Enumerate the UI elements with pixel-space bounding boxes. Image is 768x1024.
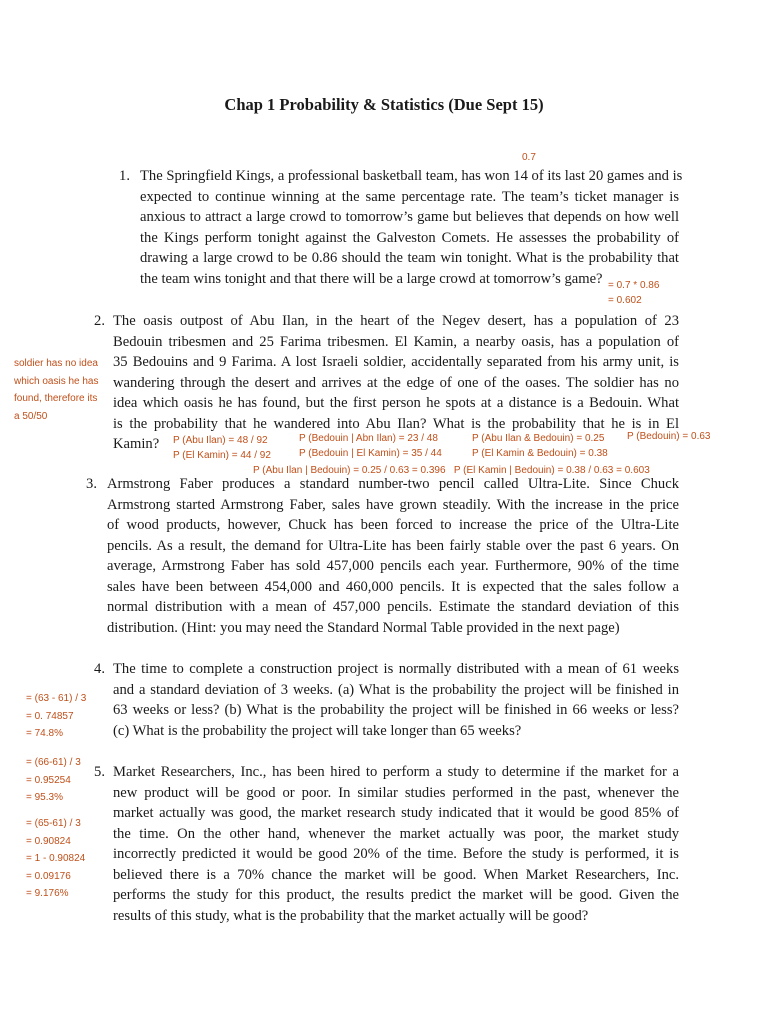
question-line: sales have been between 454,000 and 460,000 pencils. It is expected that the sales follow a — [107, 578, 679, 595]
annotation-q4b — [26, 754, 81, 807]
question-line: and a standard deviation of 3 weeks. (a) What is the probability the project will be finished in — [113, 681, 679, 698]
annotation-line: = 0.95254 — [26, 774, 71, 786]
annotation-q1-calc — [608, 278, 659, 308]
question-4-text — [113, 659, 679, 741]
annotation-line: = 0.7 * 0.86 — [608, 280, 660, 291]
annotation-p-bedouin: P (Bedouin) = 0.63 — [627, 431, 711, 442]
annotation-p-bedouin-given-el-kamin: P (Bedouin | El Kamin) = 35 / 44 — [299, 448, 442, 459]
question-line: drawing a large crowd to be 0.86 should the team win tonight. What is the probability that — [140, 250, 679, 266]
annotation-p-el-kamin: P (El Kamin) = 44 / 92 — [173, 450, 271, 461]
annotation-p-bedouin-given-abu-ilan: P (Bedouin | Abn Ilan) = 23 / 48 — [299, 433, 438, 444]
question-line: wandering through the desert and arrives at the edge of one of the oases. The soldier has no — [113, 374, 679, 391]
annotation-line: = (66-61) / 3 — [26, 757, 81, 768]
annotation-q4a — [26, 690, 86, 743]
question-line: the time. On the other hand, whenever the market actually was poor, the market study — [113, 825, 679, 842]
question-number: 5. — [94, 764, 105, 780]
question-number: 2. — [94, 313, 105, 329]
question-line: performs the study for this product, the results predict the market will be good. Given the — [113, 887, 679, 903]
annotation-line: soldier has no idea — [14, 358, 98, 369]
annotation-p-abu-ilan: P (Abu Ilan) = 48 / 92 — [173, 435, 268, 446]
annotation-line: = 0.09176 — [26, 870, 71, 882]
question-line: average, Armstrong Faber has sold 457,000 pencils each year. Furthermore, 90% of the time — [107, 558, 679, 574]
question-line: of wood products, however, Chuck has been forced to increase the price of the Ultra-Lite — [107, 517, 679, 533]
question-3-text — [107, 474, 679, 638]
question-1-text — [140, 166, 683, 289]
annotation-line: = 0.602 — [608, 295, 642, 306]
question-line: new product will be good or poor. In similar studies performed in the past, whenever the — [113, 784, 679, 801]
question-number: 1. — [119, 168, 130, 184]
annotation-line: = 9.176% — [26, 888, 69, 899]
question-number: 3. — [86, 476, 97, 492]
question-line: idea which oasis he has found, but the first person he spots at a distance is a Bedouin. What — [113, 395, 679, 411]
question-line: pencils. As a result, the demand for Ultra-Lite has been fairly stable over the past 6 years. On — [107, 537, 679, 554]
question-line: anxious to attract a large crowd to tomorrow’s game but believes that depends on how well — [140, 209, 679, 225]
annotation-line: = 1 - 0.90824 — [26, 853, 86, 864]
annotation-line: = (63 - 61) / 3 — [26, 693, 87, 704]
annotation-line: a 50/50 — [14, 410, 48, 422]
question-line: believed there is a 70% chance the market will be good. When Market Researchers, Inc. — [113, 866, 679, 883]
question-number: 4. — [94, 661, 105, 677]
question-line: Bedouin tribesmen and 25 Farima tribesmen. El Kamin, a nearby oasis, has a population of — [113, 333, 679, 350]
question-line: The oasis outpost of Abu Ilan, in the heart of the Negev desert, has a population of 23 — [113, 313, 679, 329]
question-line: 63 weeks or less? (b) What is the probability the project will be finished in 66 weeks or less? — [113, 702, 679, 718]
annotation-p-el-kamin-and-bedouin: P (El Kamin & Bedouin) = 0.38 — [472, 448, 608, 459]
annotation-q4c — [26, 815, 85, 903]
question-line: The time to complete a construction project is normally distributed with a mean of 61 weeks — [113, 661, 679, 677]
annotation-q2-margin — [14, 355, 99, 425]
question-line: Kamin? — [113, 436, 160, 452]
question-line: (c) What is the probability the project will take longer than 65 weeks? — [113, 722, 522, 739]
annotation-line: = 0. 74857 — [26, 710, 74, 722]
question-line: results of this study, what is the probability that the market actually will be good? — [113, 907, 589, 924]
question-line: The Springfield Kings, a professional basketball team, has won 14 of its last 20 games and is — [140, 168, 683, 184]
annotation-line: = 95.3% — [26, 792, 63, 803]
annotation-p-abu-ilan-and-bedouin: P (Abu Ilan & Bedouin) = 0.25 — [472, 433, 605, 444]
annotation-line: = (65-61) / 3 — [26, 818, 81, 829]
question-line: the team wins tonight and that there will be a large crowd at tomorrow’s game? — [140, 270, 603, 287]
question-5-text — [113, 762, 679, 926]
page-title: Chap 1 Probability & Statistics (Due Sept 15) — [224, 95, 544, 114]
question-line: is the probability that he wandered into Abu Ilan? What is the probability that he is in El — [113, 415, 679, 432]
question-line: 35 Bedouins and 9 Farima. A lost Israeli soldier, accidentally separated from his army unit, is — [113, 354, 679, 370]
question-line: the Kings perform tonight against the Galveston Comets. He assesses the probability of — [140, 229, 679, 246]
question-line: incorrectly predicted it would be good 20% of the time. Before the study is performed, it is — [113, 846, 679, 862]
annotation-q1-rate: 0.7 — [522, 152, 536, 163]
question-line: expected to continue winning at the same percentage rate. The team’s ticket manager is — [140, 188, 679, 205]
annotation-line: = 74.8% — [26, 728, 63, 739]
annotation-line: which oasis he has — [14, 375, 99, 387]
question-line: Armstrong started Armstrong Faber, sales have grown steadily. With the increase in the price — [107, 496, 679, 513]
question-line: Market Researchers, Inc., has been hired to perform a study to determine if the market for a — [113, 764, 679, 780]
annotation-line: = 0.90824 — [26, 835, 71, 847]
annotation-line: found, therefore its — [14, 393, 98, 404]
question-line: market actually was good, the market research study indicated that it would be good 85% of — [113, 805, 679, 821]
question-line: Armstrong Faber produces a standard number-two pencil called Ultra-Lite. Since Chuck — [107, 476, 679, 492]
annotation-posteriors: P (Abu Ilan | Bedouin) = 0.25 / 0.63 = 0.396 P (El Kamin | Bedouin) = 0.38 / 0.63 = 0.603 — [253, 465, 650, 476]
question-line: distribution. (Hint: you may need the Standard Normal Table provided in the next page) — [107, 619, 620, 636]
question-line: normal distribution with a mean of 457,000 pencils. Estimate the standard deviation of this — [107, 599, 679, 615]
